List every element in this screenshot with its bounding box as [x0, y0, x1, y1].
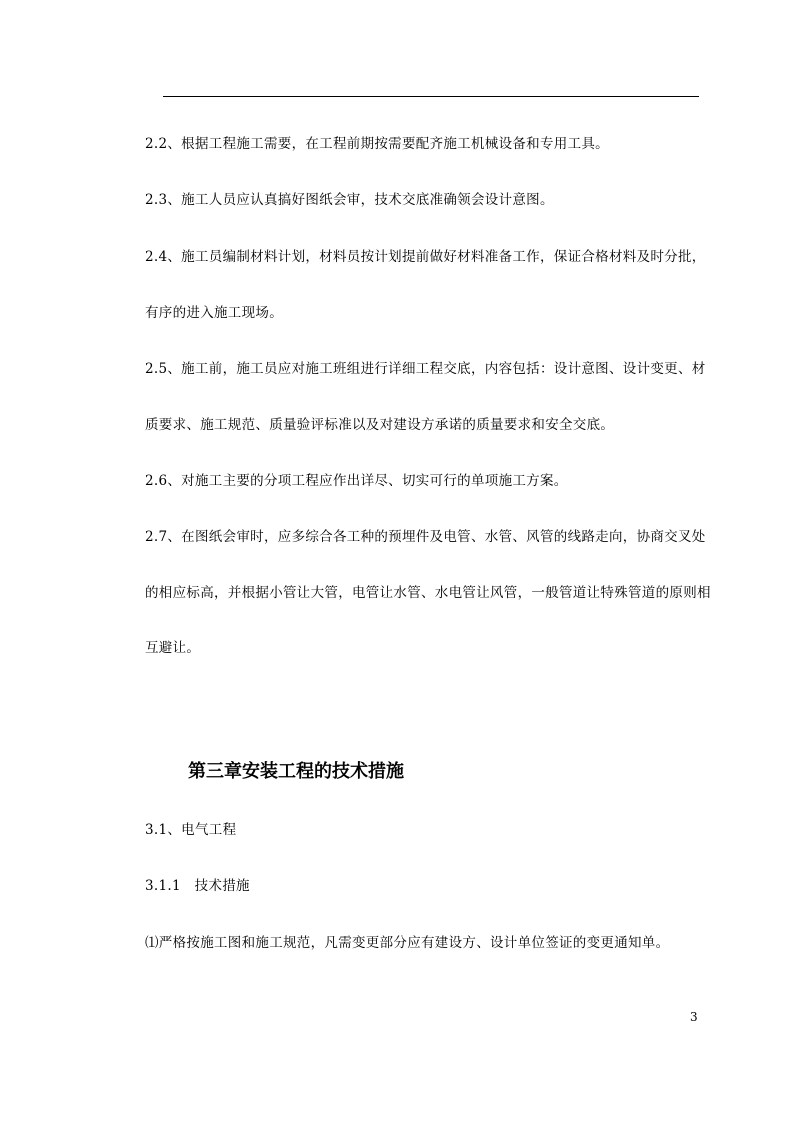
paragraph-2-7-line-1: 2.7、在图纸会审时，应多综合各工种的预埋件及电管、水管、风管的线路走向，协商交叉处: [145, 529, 706, 545]
paragraph-2-5-line-2: 质要求、施工规范、质量验评标准以及对建设方承诺的质量要求和安全交底。: [145, 417, 615, 433]
paragraph-2-6: 2.6、对施工主要的分项工程应作出详尽、切实可行的单项施工方案。: [145, 473, 568, 489]
paragraph-2-3: 2.3、施工人员应认真搞好图纸会审，技术交底准确领会设计意图。: [145, 192, 554, 208]
paragraph-2-2: 2.2、根据工程施工需要，在工程前期按需要配齐施工机械设备和专用工具。: [145, 136, 609, 152]
paragraph-2-4-line-1: 2.4、施工员编制材料计划，材料员按计划提前做好材料准备工作，保证合格材料及时分批，: [145, 249, 706, 265]
item-1: ⑴严格按施工图和施工规范，凡需变更部分应有建设方、设计单位签证的变更通知单。: [145, 935, 670, 951]
paragraph-2-4-line-2: 有序的进入施工现场。: [145, 305, 283, 321]
page-number: 3: [690, 1010, 698, 1024]
header-rule: [163, 96, 699, 97]
section-3-1-1: 3.1.1 技术措施: [145, 878, 250, 894]
paragraph-2-7-line-3: 互避让。: [145, 640, 201, 656]
paragraph-2-5-line-1: 2.5、施工前，施工员应对施工班组进行详细工程交底，内容包括：设计意图、设计变更、材: [145, 361, 706, 377]
chapter-heading: 第三章安装工程的技术措施: [188, 761, 404, 782]
paragraph-2-7-line-2: 的相应标高，并根据小管让大管，电管让水管、水电管让风管，一般管道让特殊管道的原则相: [145, 585, 711, 601]
section-3-1: 3.1、电气工程: [145, 822, 237, 838]
